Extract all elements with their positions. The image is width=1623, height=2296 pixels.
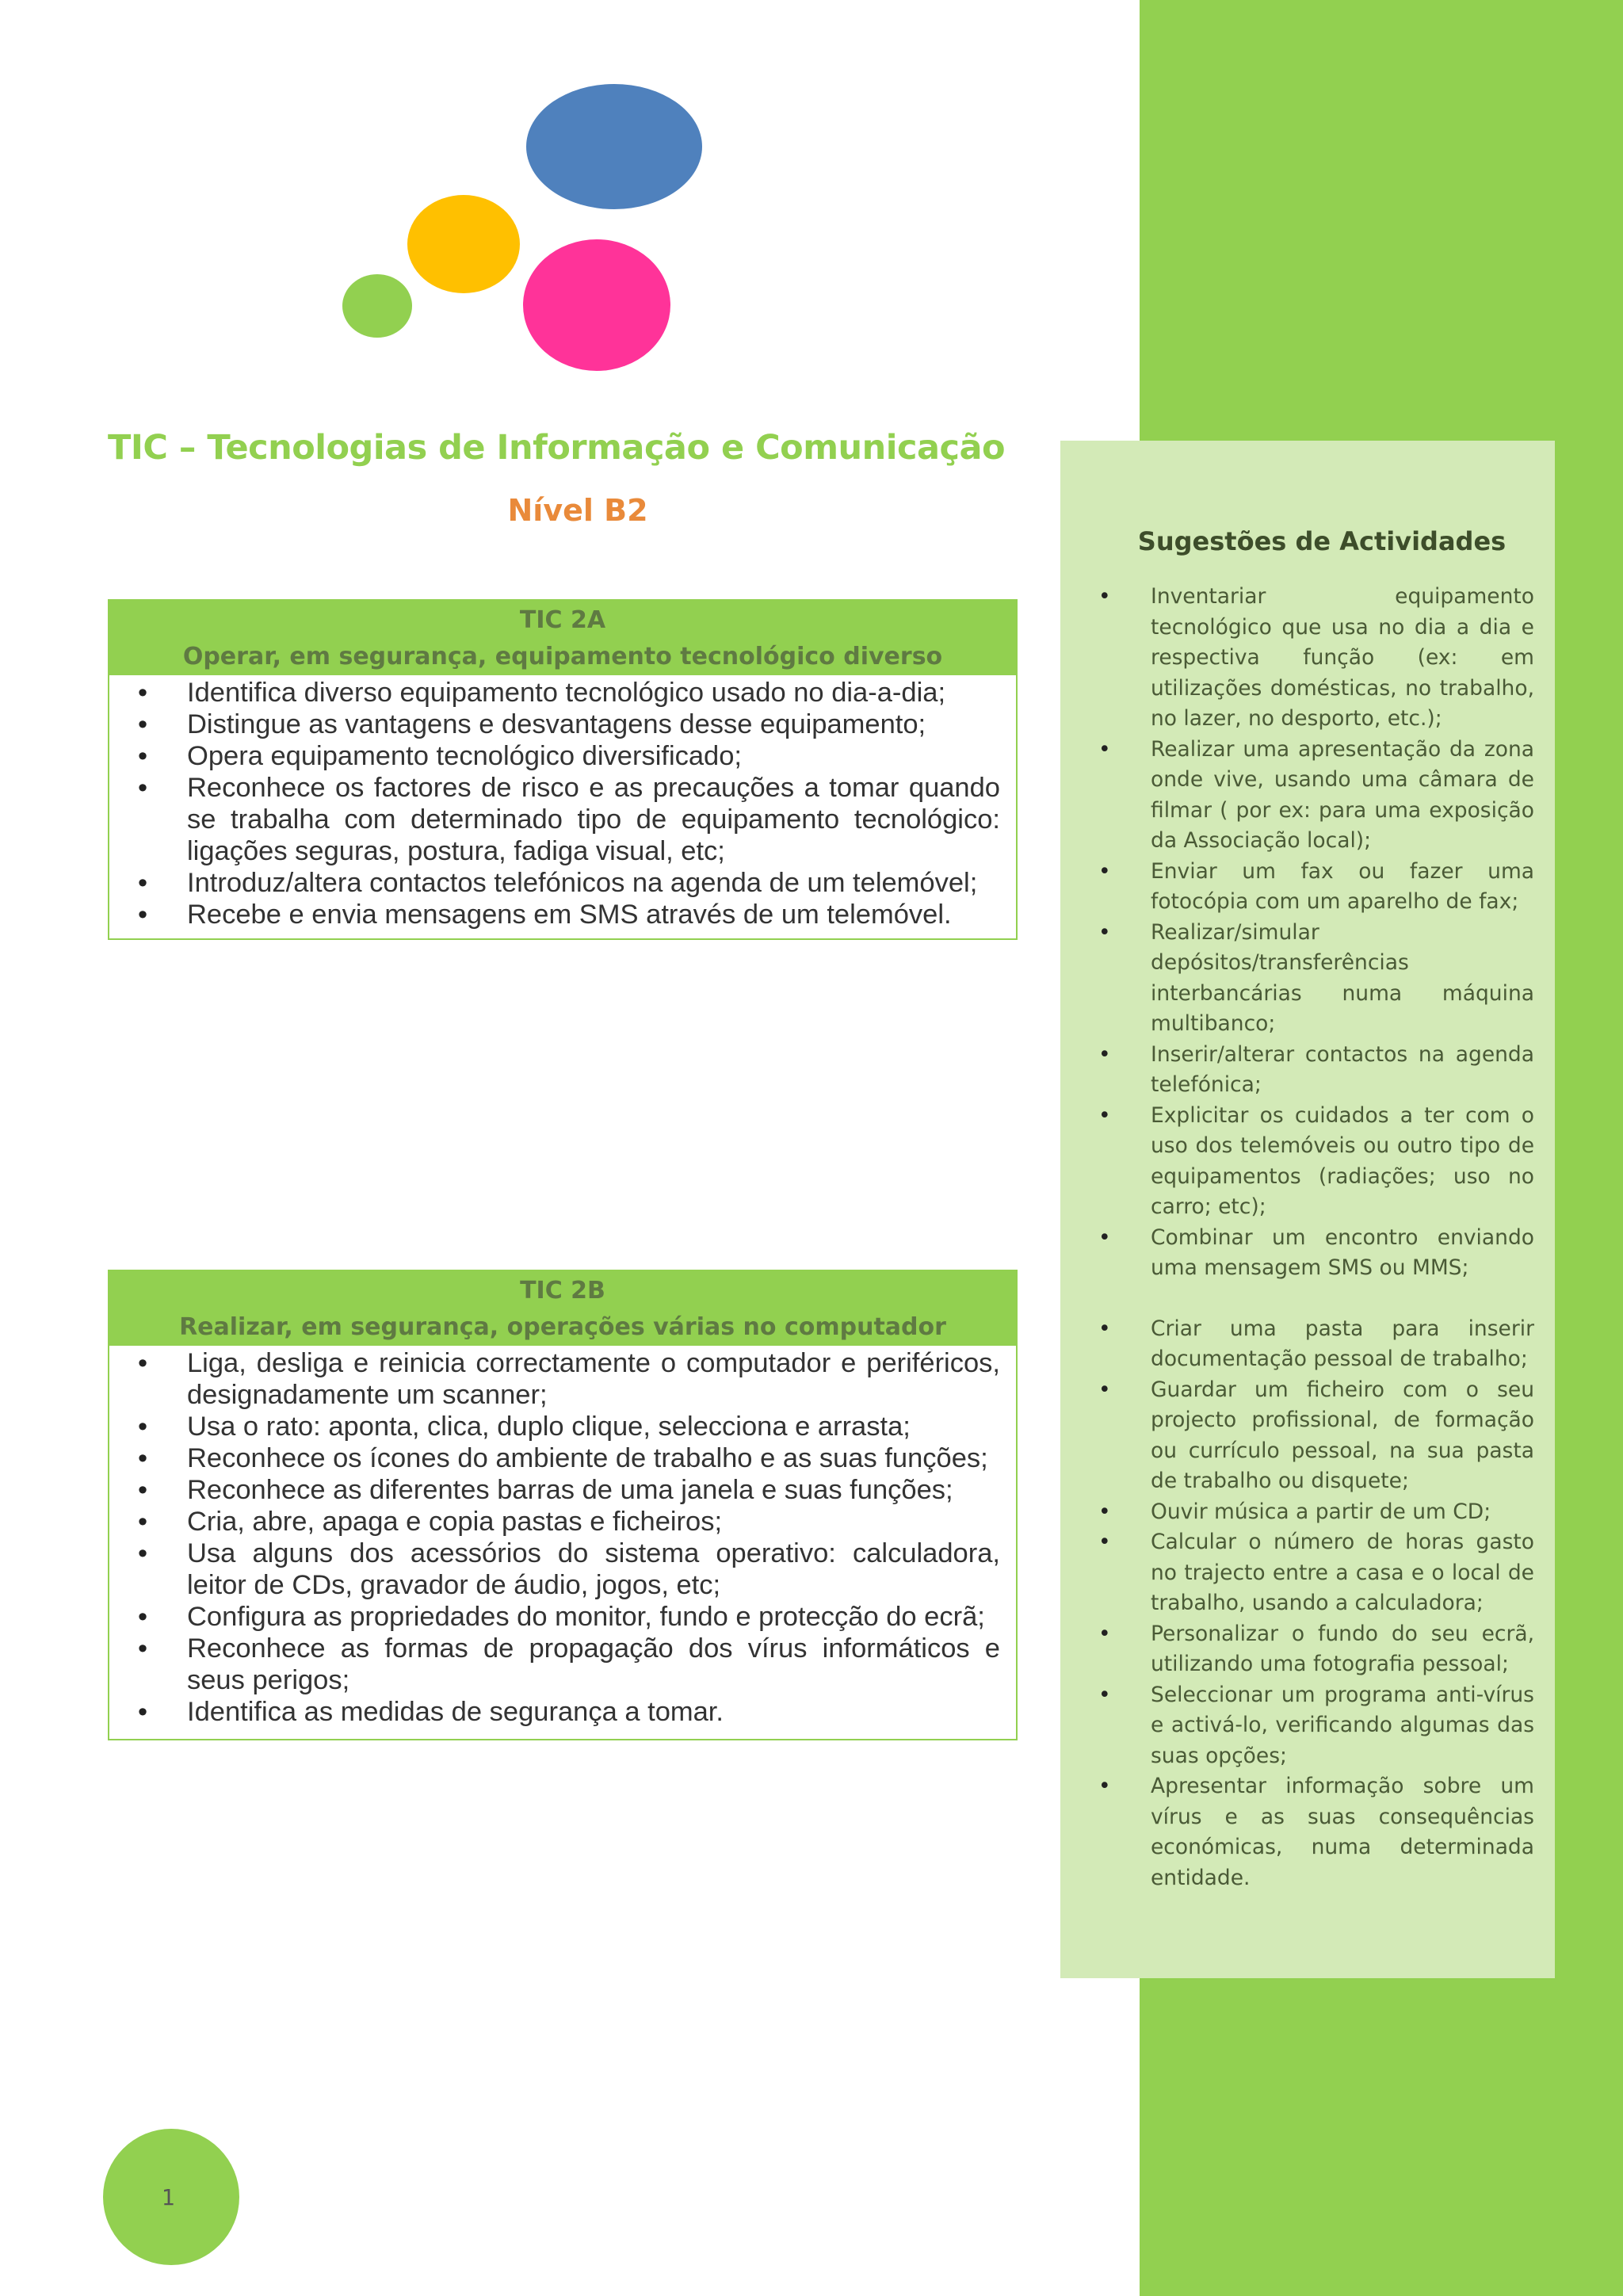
suggestion-item: • Combinar um encontro enviando uma mensagem SMS ou MMS;: [1151, 1223, 1534, 1284]
suggestion-item: • Explicitar os cuidados a ter com o uso dos telemóveis ou outro tipo de equipamentos (radiações; uso no carro; etc);: [1151, 1101, 1534, 1223]
page-number-badge: [103, 2129, 239, 2265]
list-item: • Reconhece os factores de risco e as precauções a tomar quando se trabalha com determinado tipo de equipamento tecnológico: ligações seguras, postura, fadiga visual, etc;: [187, 772, 1000, 867]
tic-2a-list: [109, 675, 1016, 930]
page-title: TIC – Tecnologias de Informação e Comunicação: [108, 428, 1006, 468]
suggestion-item: • Seleccionar um programa anti-vírus e activá-lo, verificando algumas das suas opções;: [1151, 1680, 1534, 1772]
suggestions-panel: [1060, 441, 1555, 1978]
list-item: • Reconhece as formas de propagação dos vírus informáticos e seus perigos;: [187, 1633, 1000, 1696]
suggestion-item: • Realizar/simular depósitos/transferências interbancárias numa máquina multibanco;: [1151, 918, 1534, 1040]
pink-circle-icon: [523, 239, 670, 371]
list-item: • Usa o rato: aponta, clica, duplo clique, selecciona e arrasta;: [187, 1411, 1000, 1442]
list-item: • Usa alguns dos acessórios do sistema operativo: calculadora, leitor de CDs, gravador de áudio, jogos, etc;: [187, 1538, 1000, 1601]
suggestion-item: • Realizar uma apresentação da zona onde vive, usando uma câmara de filmar ( por ex: para uma exposição da Associação local);: [1151, 735, 1534, 857]
list-item: • Identifica diverso equipamento tecnológico usado no dia-a-dia;: [187, 677, 1000, 709]
suggestion-item: • Guardar um ficheiro com o seu projecto profissional, de formação ou currículo pessoal, na sua pasta de trabalho ou disquete;: [1151, 1375, 1534, 1497]
green-circle-icon: [342, 274, 412, 338]
list-item: • Configura as propriedades do monitor, fundo e protecção do ecrã;: [187, 1601, 1000, 1633]
suggestion-item: • Calcular o número de horas gasto no trajecto entre a casa e o local de trabalho, usando a calculadora;: [1151, 1527, 1534, 1619]
level-subtitle: Nível B2: [507, 493, 648, 528]
tic-2a-box: [108, 599, 1018, 940]
list-item: • Reconhece os ícones do ambiente de trabalho e as suas funções;: [187, 1442, 1000, 1474]
list-item: • Reconhece as diferentes barras de uma janela e suas funções;: [187, 1474, 1000, 1506]
suggestions-list: [1122, 582, 1534, 1893]
suggestions-title: Sugestões de Actividades: [1137, 526, 1507, 556]
tic-2b-code: TIC 2B: [520, 1277, 605, 1305]
suggestion-item: • Ouvir música a partir de um CD;: [1151, 1497, 1534, 1528]
blue-circle-icon: [526, 84, 702, 209]
list-item: • Cria, abre, apaga e copia pastas e ficheiros;: [187, 1506, 1000, 1538]
list-item: • Opera equipamento tecnológico diversificado;: [187, 740, 1000, 772]
list-item: • Introduz/altera contactos telefónicos na agenda de um telemóvel;: [187, 867, 1000, 899]
suggestion-item: • Inserir/alterar contactos na agenda telefónica;: [1151, 1040, 1534, 1101]
yellow-circle-icon: [407, 195, 520, 293]
list-item: • Distingue as vantagens e desvantagens desse equipamento;: [187, 709, 1000, 740]
suggestion-item: • Criar uma pasta para inserir documentação pessoal de trabalho;: [1151, 1314, 1534, 1375]
suggestion-item: • Apresentar informação sobre um vírus e as suas consequências económicas, numa determinada entidade.: [1151, 1771, 1534, 1893]
list-item: • Recebe e envia mensagens em SMS através de um telemóvel.: [187, 899, 1000, 930]
suggestion-item: • Inventariar equipamento tecnológico que usa no dia a dia e respectiva função (ex: em utilizações domésticas, no trabalho, no lazer, no desporto, etc.);: [1151, 582, 1534, 735]
suggestion-item: • Enviar um fax ou fazer uma fotocópia com um aparelho de fax;: [1151, 857, 1534, 918]
tic-2b-subtitle: Realizar, em segurança, operações várias no computador: [179, 1313, 946, 1341]
tic-2b-header: [109, 1271, 1016, 1346]
tic-2a-subtitle: Operar, em segurança, equipamento tecnológico diverso: [182, 643, 943, 670]
list-item: • Identifica as medidas de segurança a tomar.: [187, 1696, 1000, 1728]
page-number: 1: [161, 2183, 175, 2210]
tic-2a-code: TIC 2A: [519, 606, 606, 634]
tic-2b-box: [108, 1270, 1018, 1740]
suggestion-item: • Personalizar o fundo do seu ecrã, utilizando uma fotografia pessoal;: [1151, 1619, 1534, 1680]
tic-2a-header: [109, 601, 1016, 675]
tic-2b-list: [109, 1346, 1016, 1728]
list-item: • Liga, desliga e reinicia correctamente o computador e periféricos, designadamente um scanner;: [187, 1347, 1000, 1411]
